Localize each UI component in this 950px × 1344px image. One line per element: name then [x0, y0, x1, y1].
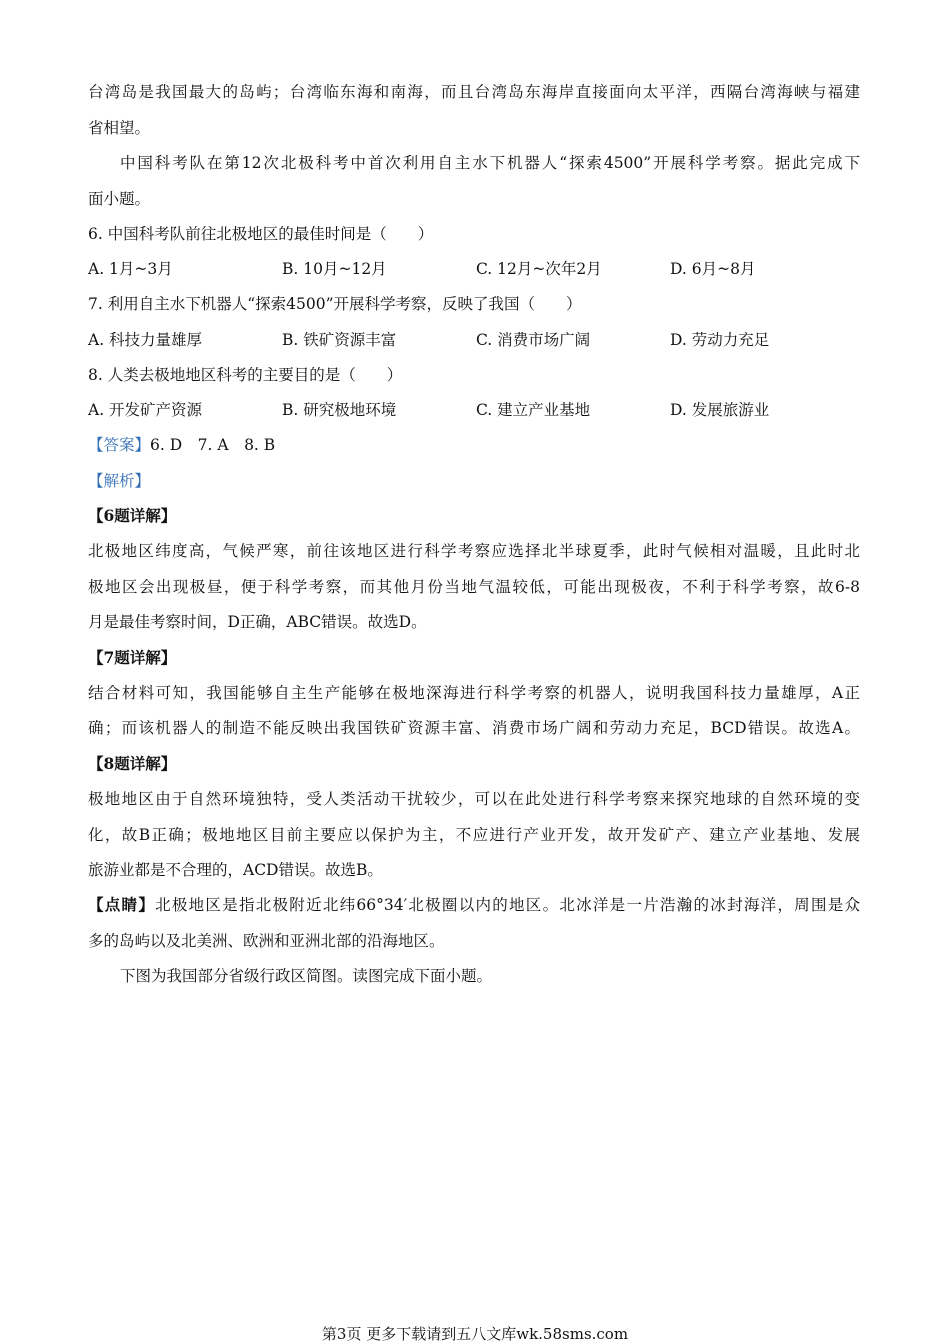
page-footer: 第3页 更多下载请到五八文库wk.58sms.com [321, 1325, 629, 1343]
detail-8-line-2: 化，故B正确；极地地区目前主要应以保护为主，不应进行产业开发，故开发矿产、建立产业基地、发展 [88, 826, 860, 844]
pointer-text-1: 北极地区是指北极附近北纬66°34′北极圈以内的地区。北冰洋是一片浩瀚的冰封海洋，周围是众 [155, 896, 860, 914]
option-b: B. 研究极地环境 [282, 401, 397, 419]
question-6-options [88, 259, 868, 279]
answer-text: 6. D 7. A 8. B [150, 436, 276, 454]
question-7-options [88, 330, 868, 350]
question-6-stem: 6. 中国科考队前往北极地区的最佳时间是（ ） [88, 225, 434, 243]
option-c: C. 建立产业基地 [476, 401, 591, 419]
option-a: A. 科技力量雄厚 [88, 331, 203, 349]
question-8-stem: 8. 人类去极地地区科考的主要目的是（ ） [88, 366, 403, 384]
intro-line-1: 台湾岛是我国最大的岛屿；台湾临东海和南海，而且台湾岛东海岸直接面向太平洋，西隔台湾海峡与福建 [88, 83, 860, 101]
option-d: D. 劳动力充足 [670, 331, 770, 349]
option-a: A. 开发矿产资源 [88, 401, 203, 419]
option-c: C. 12月~次年2月 [476, 260, 602, 278]
pointer-line-1 [88, 895, 860, 915]
detail-8-line-1: 极地地区由于自然环境独特，受人类活动干扰较少，可以在此处进行科学考察来探究地球的自然环境的变 [88, 790, 860, 808]
answer-label: 【答案】 [88, 436, 151, 454]
option-a: A. 1月~3月 [88, 260, 173, 278]
material-line-1: 中国科考队在第12次北极科考中首次利用自主水下机器人“探索4500”开展科学考察。据此完成下 [120, 154, 860, 172]
question-7-stem: 7. 利用自主水下机器人“探索4500”开展科学考察，反映了我国（ ） [88, 295, 582, 313]
material-line-2: 面小题。 [88, 190, 151, 208]
analysis-label: 【解析】 [88, 472, 151, 490]
question-8-options [88, 400, 868, 420]
pointer-label: 【点睛】 [88, 895, 156, 914]
option-c: C. 消费市场广阔 [476, 331, 591, 349]
answer-line [88, 435, 275, 455]
pointer-line-2: 多的岛屿以及北美洲、欧洲和亚洲北部的沿海地区。 [88, 932, 445, 950]
detail-6-heading: 【6题详解】 [88, 506, 177, 525]
detail-8-line-3: 旅游业都是不合理的，ACD错误。故选B。 [88, 861, 383, 879]
option-d: D. 发展旅游业 [670, 401, 770, 419]
detail-6-line-1: 北极地区纬度高，气候严寒，前往该地区进行科学考察应选择北半球夏季，此时气候相对温暖，且此时北 [88, 542, 860, 560]
option-b: B. 铁矿资源丰富 [282, 331, 397, 349]
intro-line-2: 省相望。 [88, 119, 151, 137]
next-material: 下图为我国部分省级行政区简图。读图完成下面小题。 [120, 967, 493, 985]
option-d: D. 6月~8月 [670, 260, 756, 278]
option-b: B. 10月~12月 [282, 260, 387, 278]
detail-6-line-3: 月是最佳考察时间，D正确，ABC错误。故选D。 [88, 613, 427, 631]
detail-6-line-2: 极地区会出现极昼，便于科学考察，而其他月份当地气温较低，可能出现极夜，不利于科学考察，故6-8 [88, 578, 860, 596]
detail-7-heading: 【7题详解】 [88, 648, 177, 667]
detail-8-heading: 【8题详解】 [88, 754, 177, 773]
detail-7-line-1: 结合材料可知，我国能够自主生产能够在极地深海进行科学考察的机器人，说明我国科技力量雄厚，A正 [88, 684, 860, 702]
detail-7-line-2: 确；而该机器人的制造不能反映出我国铁矿资源丰富、消费市场广阔和劳动力充足，BCD错误。故选A。 [88, 719, 860, 737]
